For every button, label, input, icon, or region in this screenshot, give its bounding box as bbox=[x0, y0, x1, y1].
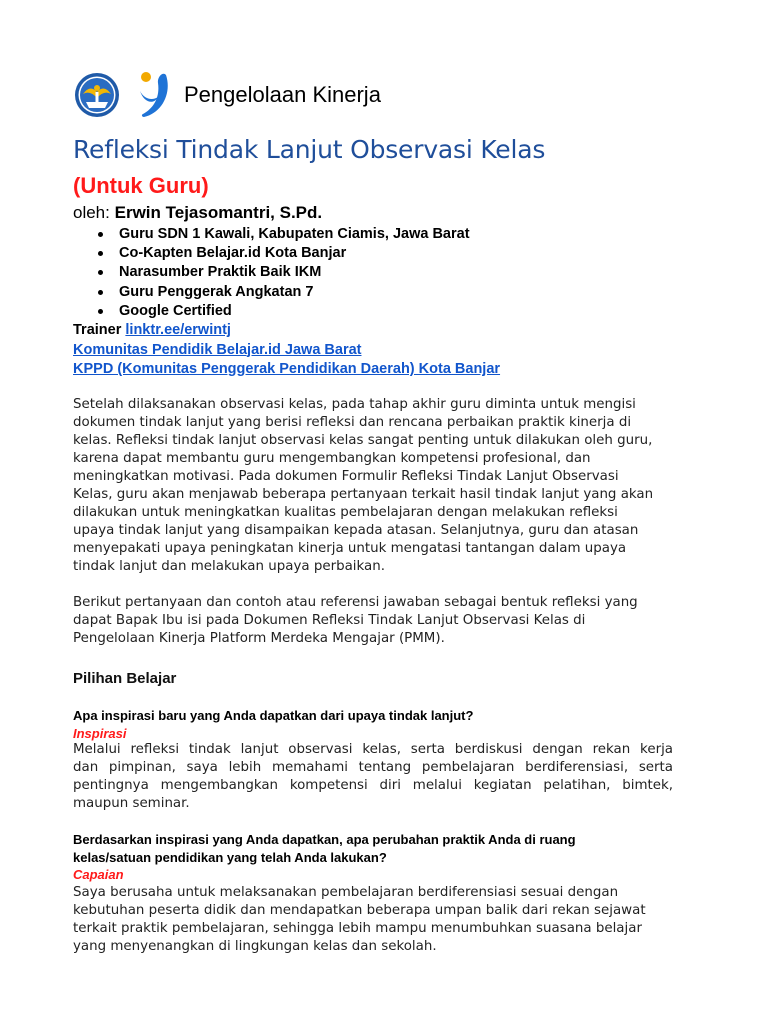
role-item: Guru SDN 1 Kawali, Kabupaten Ciamis, Jawa Barat bbox=[73, 225, 470, 244]
document-title: Refleksi Tindak Lanjut Observasi Kelas bbox=[73, 135, 546, 164]
paragraph-line: upaya tindak lanjut yang disampaikan kepada atasan. Selanjutnya, guru dan atasan bbox=[73, 523, 639, 538]
community-link-belajar-id[interactable]: Komunitas Pendidik Belajar.id Jawa Barat bbox=[73, 341, 362, 358]
paragraph-line: meningkatkan motivasi. Pada dokumen Formulir Refleksi Tindak Lanjut Observasi bbox=[73, 469, 619, 484]
paragraph-line: dokumen tindak lanjut yang berisi refleksi dan rencana perbaikan praktik kinerja di bbox=[73, 415, 632, 430]
answer-capaian bbox=[73, 884, 673, 956]
paragraph-line: Pengelolaan Kinerja Platform Merdeka Mengajar (PMM). bbox=[73, 631, 445, 646]
role-item: Guru Penggerak Angkatan 7 bbox=[73, 283, 470, 302]
answer-line: kebutuhan peserta didik dan mendapatkan beberapa umpan balik dari rekan sejawat bbox=[73, 903, 646, 918]
community-link-line bbox=[73, 341, 500, 361]
answer-line: Melalui refleksi tindak lanjut observasi kelas, serta berdiskusi dengan rekan kerja bbox=[73, 742, 673, 757]
paragraph-line: dapat Bapak Ibu isi pada Dokumen Refleksi Tindak Lanjut Observasi Kelas di bbox=[73, 613, 586, 628]
question-line: Apa inspirasi baru yang Anda dapatkan dari upaya tindak lanjut? bbox=[73, 708, 474, 723]
paragraph-line: Berikut pertanyaan dan contoh atau referensi jawaban sebagai bentuk refleksi yang bbox=[73, 595, 638, 610]
paragraph-line: kelas. Refleksi tindak lanjut observasi kelas sangat penting untuk dilakukan oleh guru, bbox=[73, 433, 653, 448]
question-inspirasi bbox=[73, 707, 473, 725]
author-prefix: oleh: bbox=[73, 203, 110, 222]
author-links bbox=[73, 321, 500, 380]
community-link-line bbox=[73, 360, 500, 380]
paragraph-line: karena dapat membantu guru mengembangkan kompetensi profesional, dan bbox=[73, 451, 591, 466]
community-link-kppd[interactable]: KPPD (Komunitas Penggerak Pendidikan Daerah) Kota Banjar bbox=[73, 361, 501, 377]
answer-label-inspirasi: Inspirasi bbox=[73, 726, 127, 741]
merdeka-mengajar-figure-icon bbox=[138, 71, 170, 119]
paragraph-line: tindak lanjut dan melakukan upaya perbaikan. bbox=[73, 559, 385, 574]
app-name: Pengelolaan Kinerja bbox=[184, 82, 381, 107]
answer-line: Saya berusaha untuk melaksanakan pembelajaran berdiferensiasi sesuai dengan bbox=[73, 885, 619, 900]
header bbox=[74, 70, 381, 120]
author-roles-list bbox=[73, 225, 470, 321]
paragraph-line: Kelas, guru akan menjawab beberapa pertanyaan terkait hasil tindak lanjut yang akan bbox=[73, 487, 654, 502]
section-heading: Pilihan Belajar bbox=[73, 670, 177, 687]
role-item: Narasumber Praktik Baik IKM bbox=[73, 263, 470, 282]
question-line: Berdasarkan inspirasi yang Anda dapatkan, apa perubahan praktik Anda di ruang bbox=[73, 832, 576, 847]
answer-label-capaian: Capaian bbox=[73, 867, 124, 882]
followup-paragraph bbox=[73, 594, 638, 648]
paragraph-line: Setelah dilaksanakan observasi kelas, pada tahap akhir guru diminta untuk mengisi bbox=[73, 397, 636, 412]
intro-paragraph bbox=[73, 396, 653, 576]
question-line: kelas/satuan pendidikan yang telah Anda lakukan? bbox=[73, 850, 387, 865]
answer-inspirasi bbox=[73, 741, 673, 813]
answer-line: dan pimpinan, saya lebih memahami tentang pembelajaran berdiferensiasi, serta bbox=[73, 760, 673, 775]
document-subtitle: (Untuk Guru) bbox=[73, 173, 209, 198]
answer-line: pentingnya mengembangkan kompetensi diri melalui kegiatan pelatihan, bimtek, bbox=[73, 778, 673, 793]
question-capaian bbox=[73, 831, 576, 867]
paragraph-line: dilakukan untuk meningkatkan kualitas pembelajaran dengan melakukan refleksi bbox=[73, 505, 618, 520]
answer-line: yang menyenangkan di lingkungan kelas dan sekolah. bbox=[73, 939, 437, 954]
role-item: Co-Kapten Belajar.id Kota Banjar bbox=[73, 244, 470, 263]
tut-wuri-handayani-emblem-icon bbox=[74, 72, 120, 118]
paragraph-line: menyepakati upaya peningkatan kinerja untuk mengatasi tantangan dalam upaya bbox=[73, 541, 627, 556]
role-item: Google Certified bbox=[73, 302, 470, 321]
trainer-link[interactable]: linktr.ee/erwintj bbox=[125, 322, 231, 338]
answer-line: terkait praktik pembelajaran, sehingga lebih mampu menumbuhkan suasana belajar bbox=[73, 921, 642, 936]
trainer-label: Trainer bbox=[73, 322, 122, 338]
trainer-line bbox=[73, 321, 500, 341]
author-line bbox=[73, 203, 322, 223]
answer-line: maupun seminar. bbox=[73, 796, 190, 811]
author-name: Erwin Tejasomantri, S.Pd. bbox=[114, 203, 323, 222]
